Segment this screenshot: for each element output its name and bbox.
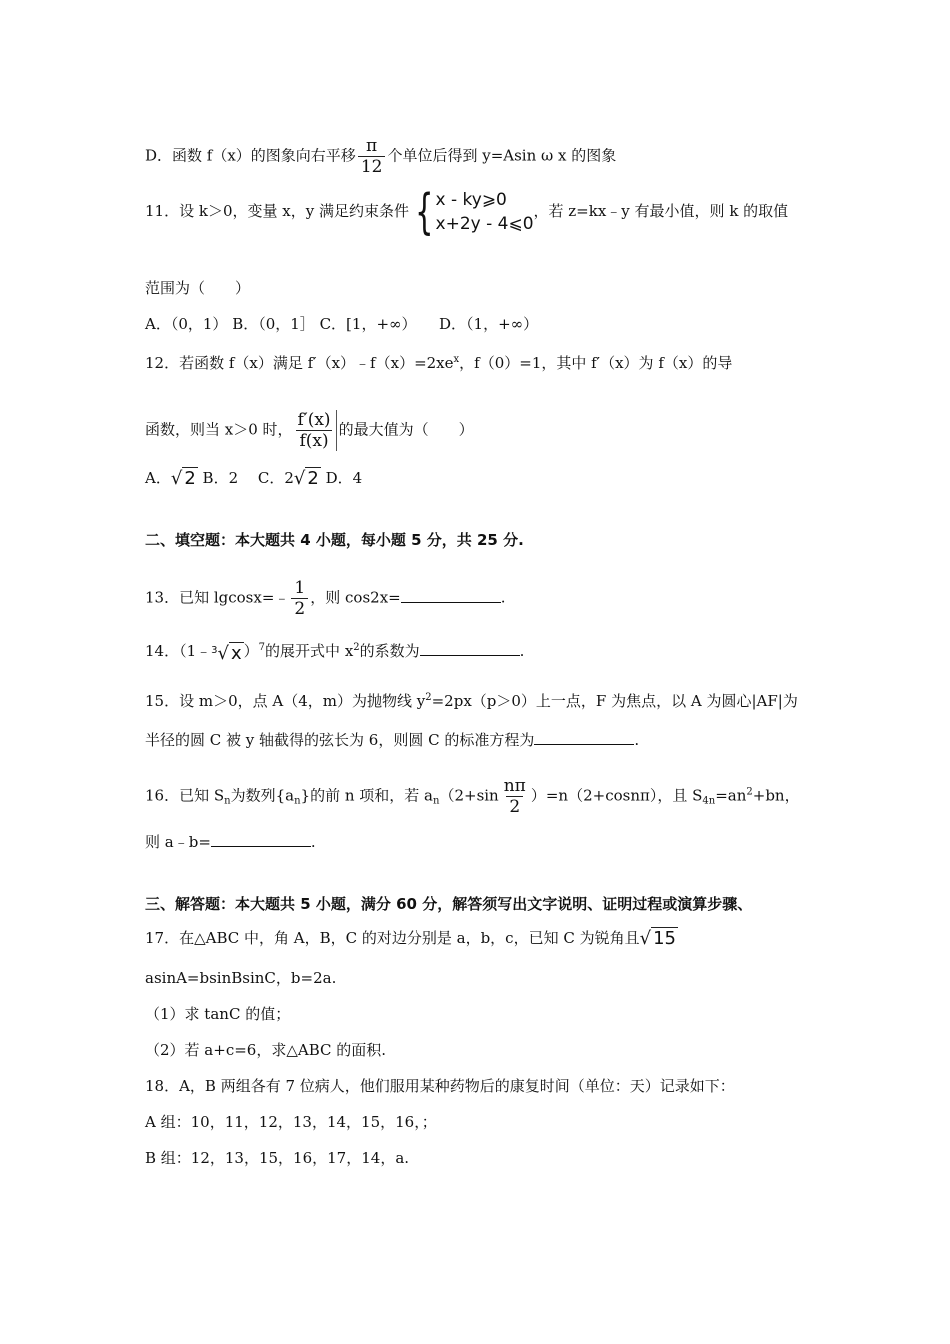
q15-exponent: 2 xyxy=(425,692,432,703)
q12-text-a: 12．若函数 f（x）满足 f′（x）﹣f（x）=2xe xyxy=(145,354,454,372)
q13-text-a: 13．已知 lgcosx=﹣ xyxy=(145,588,290,607)
q12-line-2 xyxy=(145,410,474,451)
q16-line-2 xyxy=(145,832,316,852)
q12-option-bc-text: B．2 C．2 xyxy=(197,469,294,487)
q15-text-a: 15．设 m＞0，点 A（4，m）为抛物线 y xyxy=(145,692,426,710)
answer-blank xyxy=(420,641,520,656)
left-brace-icon: { xyxy=(415,184,434,240)
q12-options xyxy=(145,468,362,489)
q12-text-b: ，f（0）=1，其中 f′（x）为 f（x）的导 xyxy=(459,354,733,372)
section-3-heading: 三、解答题：本大题共 5 小题，满分 60 分，解答须写出文字说明、证明过程或演算步骤、 xyxy=(145,895,753,913)
fraction-numerator: nπ xyxy=(503,776,526,796)
q16-text-h: 则 a﹣b= xyxy=(145,833,211,851)
q15-line-2 xyxy=(145,730,639,750)
sqrt-2: √ 2 xyxy=(170,468,196,489)
q10d-text-a: D．函数 f（x）的图象向右平移 xyxy=(145,146,356,165)
q14-period: . xyxy=(519,642,525,660)
question-18: 18．A，B 两组各有 7 位病人，他们服用某种药物后的康复时间（单位：天）记录如下： xyxy=(145,1077,735,1095)
q12-text-c: 函数，则当 x＞0 时， xyxy=(145,420,293,439)
q16-text-a: 16．已知 S xyxy=(145,786,225,805)
question-17 xyxy=(145,928,678,949)
q16-exponent: 2 xyxy=(746,786,753,798)
section-2-heading: 二、填空题：本大题共 4 小题，每小题 5 分，共 25 分. xyxy=(145,531,524,549)
fraction-pi-12 xyxy=(358,136,386,177)
constraint-system xyxy=(409,184,534,240)
fraction-denominator: f(x) xyxy=(296,430,331,451)
fraction-fprime-over-f xyxy=(295,410,337,451)
fraction-denominator: 2 xyxy=(506,796,523,817)
q16-sub-n: n xyxy=(294,795,301,807)
q17-text-a: 17．在△ABC 中，角 A，B，C 的对边分别是 a，b，c，已知 C 为锐角且 xyxy=(145,929,640,947)
q14-exponent-2: 2 xyxy=(353,642,360,653)
fraction-numerator: f′(x) xyxy=(297,410,331,430)
q14-text-c: 的展开式中 x xyxy=(265,642,354,660)
constraint-row-1: x - ky⩾0 xyxy=(435,190,507,210)
q16-text-e: ）=n（2+cosnπ），且 S xyxy=(530,786,703,805)
radicand: 15 xyxy=(653,928,676,949)
fraction-npi-2 xyxy=(501,776,529,817)
question-13 xyxy=(145,578,506,619)
q15-period: . xyxy=(634,731,640,749)
question-11 xyxy=(145,184,789,240)
q17-line-2: asinA=bsinBsinC，b=2a. xyxy=(145,969,337,987)
q11-options: A．（0，1） B．（0，1］ C．[1，+∞） D．（1，+∞） xyxy=(145,315,539,333)
question-16 xyxy=(145,776,800,817)
q14-text-d: 的系数为 xyxy=(359,642,420,660)
cube-root-x: $^3$√ x xyxy=(211,642,242,664)
q16-text-f: =an xyxy=(715,786,747,805)
sqrt-15: √ 15 xyxy=(639,928,676,949)
q13-text-b: ，则 cos2x= xyxy=(310,588,401,607)
q12-option-a-label: A． xyxy=(145,469,171,487)
fraction-one-half xyxy=(291,578,308,619)
q15-text-c: 半径的圆 C 被 y 轴截得的弦长为 6，则圆 C 的标准方程为 xyxy=(145,731,535,749)
fraction-denominator: 2 xyxy=(291,598,308,619)
root-index: 3 xyxy=(211,644,218,656)
q12-exponent: x xyxy=(453,354,460,365)
q16-sub-4n: 4n xyxy=(702,795,716,807)
q17-part-2: （2）若 a+c=6，求△ABC 的面积. xyxy=(145,1041,387,1059)
q18-group-a: A 组：10，11，12，13，14，15，16，； xyxy=(145,1113,437,1131)
question-14 xyxy=(145,638,524,664)
q16-sub-n: n xyxy=(433,795,440,807)
answer-blank xyxy=(211,832,311,847)
fraction-denominator: 12 xyxy=(358,156,386,177)
radicand: x xyxy=(231,642,242,664)
question-12 xyxy=(145,350,732,373)
q11-range: 范围为（ ） xyxy=(145,279,251,297)
sqrt-2-c: √ 2 xyxy=(293,468,319,489)
q14-text-a: 14．（1﹣ xyxy=(145,642,212,660)
q13-period: . xyxy=(500,588,506,607)
q14-text-b: ） xyxy=(243,642,259,660)
q16-period: . xyxy=(310,833,316,851)
q17-part-1: （1）求 tanC 的值； xyxy=(145,1005,291,1023)
q15-text-b: =2px（p＞0）上一点，F 为焦点，以 A 为圆心|AF|为 xyxy=(431,692,798,710)
question-15 xyxy=(145,688,798,711)
answer-blank xyxy=(534,730,634,745)
q18-group-b: B 组：12，13，15，16，17，14，a. xyxy=(145,1149,410,1167)
q10-option-d xyxy=(145,136,616,177)
answer-blank xyxy=(401,588,501,603)
fraction-numerator: 1 xyxy=(294,578,306,598)
radicand: 2 xyxy=(184,468,196,489)
q11-text-a: 11．设 k＞0，变量 x，y 满足约束条件 xyxy=(145,202,409,220)
q16-text-d: （2+sin xyxy=(439,786,499,805)
q11-text-b: ，若 z=kx﹣y 有最小值，则 k 的取值 xyxy=(533,202,789,220)
q10d-text-b: 个单位后得到 y=Asin ω x 的图象 xyxy=(387,146,617,165)
q12-text-d: 的最大值为（ ） xyxy=(338,420,474,439)
q12-option-d-text: D．4 xyxy=(320,469,363,487)
q16-text-b: 为数列{a xyxy=(230,786,295,805)
radicand: 2 xyxy=(307,468,319,489)
constraint-row-2: x+2y - 4⩽0 xyxy=(435,214,534,234)
q14-exponent-7: 7 xyxy=(258,642,266,653)
q16-sub-n: n xyxy=(224,795,231,807)
fraction-numerator: π xyxy=(366,136,378,156)
q16-text-c: }的前 n 项和，若 a xyxy=(300,786,433,805)
q16-text-g: +bn， xyxy=(752,786,800,805)
